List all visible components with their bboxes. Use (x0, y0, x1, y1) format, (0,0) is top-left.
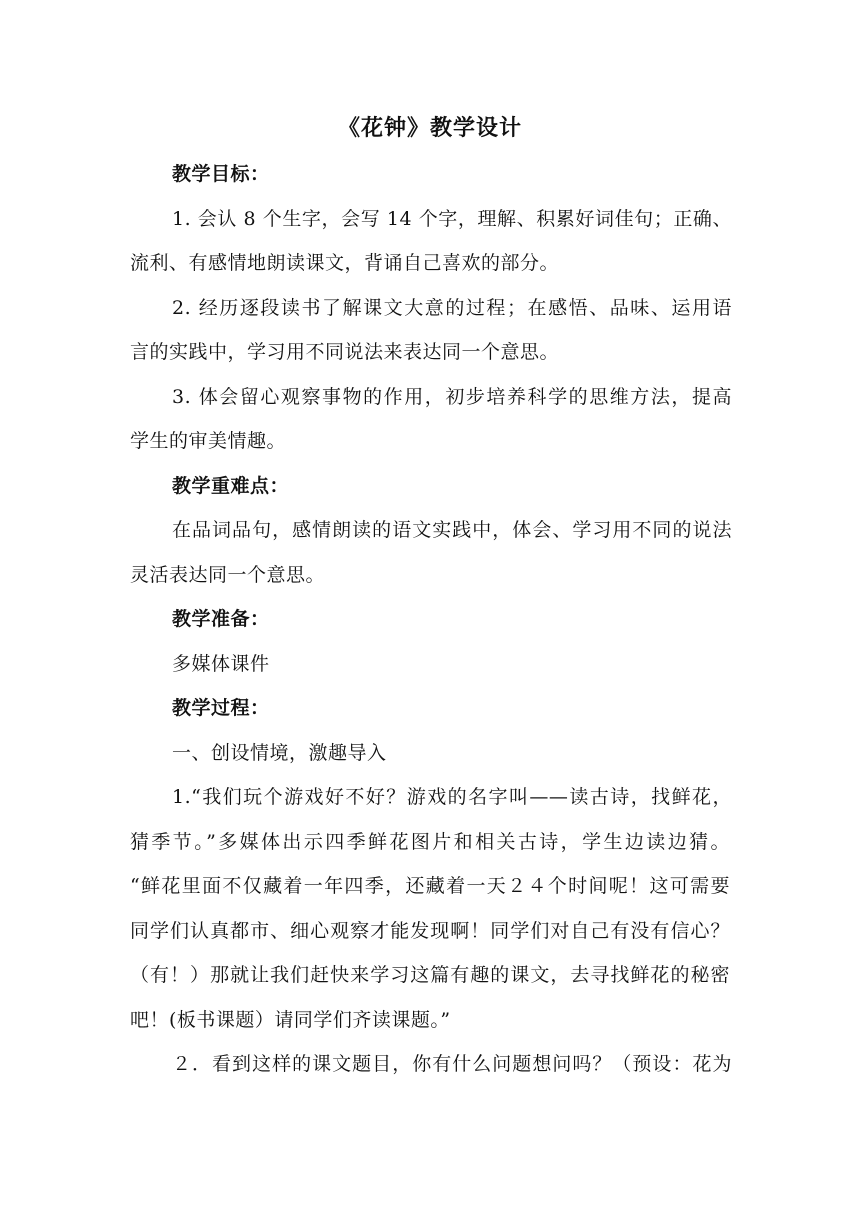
document-title: 《花钟》教学设计 (337, 115, 522, 141)
paragraph-line: 3. 体会留心观察事物的作用，初步培养科学的思维方法，提高 (172, 386, 732, 408)
paragraph-line: 1.“我们玩个游戏好不好？游戏的名字叫——读古诗，找鲜花， (172, 786, 732, 808)
paragraph-line: “鲜花里面不仅藏着一年四季，还藏着一天２４个时间呢！这可需要 (130, 875, 730, 897)
paragraph-line: 猜季节。”多媒体出示四季鲜花图片和相关古诗，学生边读边猜。 (130, 831, 730, 853)
paragraph-line: 一、创设情境，激趣导入 (172, 742, 387, 764)
section-heading-key-points: 教学重难点： (172, 475, 290, 497)
paragraph-line: 吧！(板书课题）请同学们齐读课题。” (130, 1009, 451, 1031)
section-heading-process: 教学过程： (172, 697, 270, 719)
section-heading-objectives: 教学目标： (172, 163, 270, 185)
paragraph-line: 学生的审美情趣。 (130, 430, 287, 452)
section-heading-preparation: 教学准备： (172, 608, 270, 630)
paragraph-line: 流利、有感情地朗读课文，背诵自己喜欢的部分。 (130, 252, 560, 274)
paragraph-line: 在品词品句，感情朗读的语文实践中，体会、学习用不同的说法 (172, 519, 732, 541)
paragraph-line: 多媒体课件 (172, 653, 270, 675)
paragraph-line: （有！）那就让我们赶快来学习这篇有趣的课文，去寻找鲜花的秘密 (130, 964, 730, 986)
paragraph-line: ２．看到这样的课文题目，你有什么问题想问吗？（预设：花为 (172, 1053, 732, 1075)
paragraph-line: 同学们认真都市、细心观察才能发现啊！同学们对自己有没有信心？ (130, 920, 730, 942)
paragraph-line: 灵活表达同一个意思。 (130, 564, 326, 586)
paragraph-line: 1. 会认 8 个生字，会写 14 个字，理解、积累好词佳句；正确、 (172, 208, 732, 230)
paragraph-line: 2. 经历逐段读书了解课文大意的过程；在感悟、品味、运用语 (172, 297, 732, 319)
paragraph-line: 言的实践中，学习用不同说法来表达同一个意思。 (130, 341, 560, 363)
